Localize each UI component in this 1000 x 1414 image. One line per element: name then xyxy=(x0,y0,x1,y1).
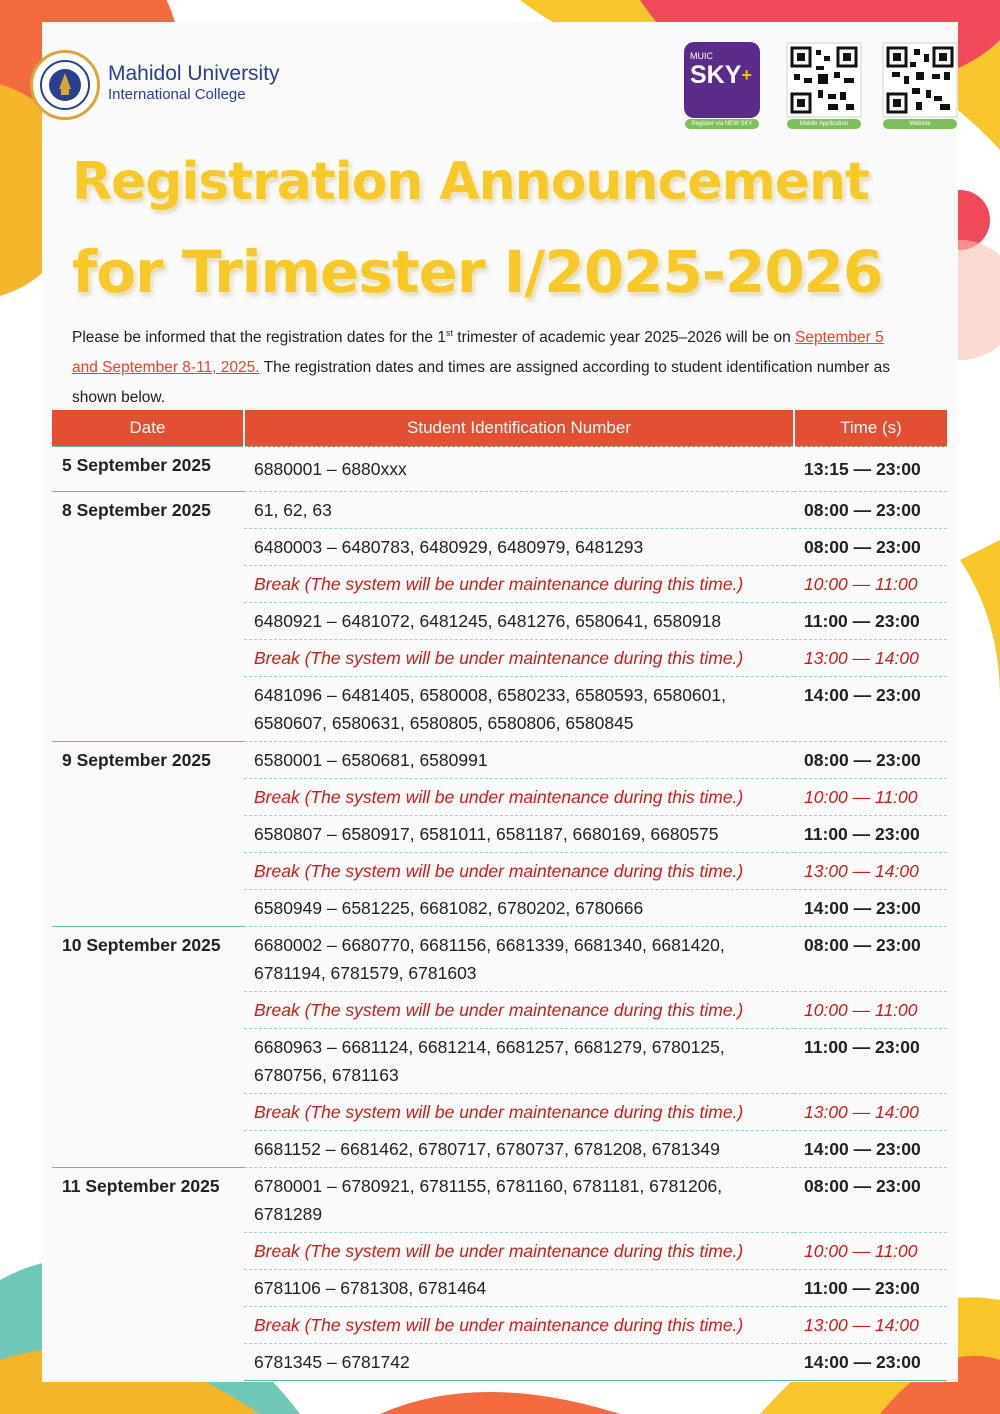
break-time-cell: 13:00 — 14:00 xyxy=(794,1094,947,1131)
time-cell: 08:00 — 23:00 xyxy=(794,927,947,992)
header-date: Date xyxy=(52,410,244,447)
break-cell: Break (The system will be under maintenance during this time.) xyxy=(244,1307,794,1344)
time-cell: 08:00 — 23:00 xyxy=(794,492,947,529)
student-id-cell: 6680002 – 6680770, 6681156, 6681339, 6681340, 6681420, 6781194, 6781579, 6781603 xyxy=(244,927,794,992)
date-cell: 11 September 2025 xyxy=(52,1168,244,1381)
page-title-line1: Registration Announcement xyxy=(72,152,869,212)
table-header-row xyxy=(52,410,947,447)
student-id-cell: 6580807 – 6580917, 6581011, 6581187, 6680169, 6680575 xyxy=(244,816,794,853)
student-id-cell: 6781106 – 6781308, 6781464 xyxy=(244,1270,794,1307)
registration-schedule-table xyxy=(52,410,947,1381)
time-cell: 14:00 — 23:00 xyxy=(794,1344,947,1381)
time-cell: 08:00 — 23:00 xyxy=(794,1168,947,1233)
time-cell: 14:00 — 23:00 xyxy=(794,890,947,927)
time-cell: 08:00 — 23:00 xyxy=(794,742,947,779)
student-id-cell: 6580949 – 6581225, 6681082, 6780202, 6780666 xyxy=(244,890,794,927)
time-cell: 11:00 — 23:00 xyxy=(794,1270,947,1307)
table-row xyxy=(52,492,947,529)
student-id-cell: 6480921 – 6481072, 6481245, 6481276, 6580641, 6580918 xyxy=(244,603,794,640)
date-cell: 9 September 2025 xyxy=(52,742,244,927)
time-cell: 13:15 — 23:00 xyxy=(794,447,947,492)
student-id-cell: 6580001 – 6580681, 6580991 xyxy=(244,742,794,779)
muic-sky-app-icon[interactable] xyxy=(684,42,760,118)
student-id-cell: 6481096 – 6481405, 6580008, 6580233, 6580593, 6580601, 6580607, 6580631, 6580805, 6580806, 6580845 xyxy=(244,677,794,742)
student-id-cell: 6680963 – 6681124, 6681214, 6681257, 6681279, 6780125, 6780756, 6781163 xyxy=(244,1029,794,1094)
header-student-id: Student Identification Number xyxy=(244,410,794,447)
break-cell: Break (The system will be under maintenance during this time.) xyxy=(244,992,794,1029)
student-id-cell: 6480003 – 6480783, 6480929, 6480979, 6481293 xyxy=(244,529,794,566)
table-row xyxy=(52,927,947,992)
time-cell: 11:00 — 23:00 xyxy=(794,603,947,640)
register-sky-label: Register via NEW SKY xyxy=(685,119,759,129)
break-cell: Break (The system will be under maintenance during this time.) xyxy=(244,1094,794,1131)
break-cell: Break (The system will be under maintenance during this time.) xyxy=(244,853,794,890)
intro-text-1: Please be informed that the registration dates for the 1 xyxy=(72,329,446,347)
college-label: International College xyxy=(108,86,246,103)
table-row xyxy=(52,447,947,492)
break-time-cell: 13:00 — 14:00 xyxy=(794,640,947,677)
website-qr-code-icon[interactable] xyxy=(882,42,958,118)
mobile-app-qr-code-icon[interactable] xyxy=(786,42,862,118)
app-small-label: MUIC xyxy=(690,51,713,61)
university-name xyxy=(108,62,280,104)
intro-text-2: trimester of academic year 2025–2026 will be on xyxy=(452,329,796,347)
intro-paragraph xyxy=(72,318,912,413)
time-cell: 14:00 — 23:00 xyxy=(794,1131,947,1168)
page-title-line2: for Trimester I/2025-2026 xyxy=(72,238,883,306)
header-time: Time (s) xyxy=(794,410,947,447)
break-time-cell: 13:00 — 14:00 xyxy=(794,853,947,890)
student-id-cell: 61, 62, 63 xyxy=(244,492,794,529)
student-id-cell: 6781345 – 6781742 xyxy=(244,1344,794,1381)
student-id-cell: 6880001 – 6880xxx xyxy=(244,447,794,492)
student-id-cell: 6780001 – 6780921, 6781155, 6781160, 6781181, 6781206, 6781289 xyxy=(244,1168,794,1233)
time-cell: 11:00 — 23:00 xyxy=(794,1029,947,1094)
break-cell: Break (The system will be under maintenance during this time.) xyxy=(244,1233,794,1270)
date-cell: 5 September 2025 xyxy=(52,447,244,492)
break-time-cell: 10:00 — 11:00 xyxy=(794,779,947,816)
table-row xyxy=(52,742,947,779)
break-cell: Break (The system will be under maintenance during this time.) xyxy=(244,566,794,603)
break-time-cell: 13:00 — 14:00 xyxy=(794,1307,947,1344)
break-time-cell: 10:00 — 11:00 xyxy=(794,566,947,603)
break-cell: Break (The system will be under maintenance during this time.) xyxy=(244,640,794,677)
website-label: Website xyxy=(883,119,957,129)
university-seal-icon xyxy=(30,50,100,120)
mobile-application-label: Mobile Application xyxy=(787,119,861,129)
date-cell: 8 September 2025 xyxy=(52,492,244,742)
time-cell: 08:00 — 23:00 xyxy=(794,529,947,566)
date-cell: 10 September 2025 xyxy=(52,927,244,1168)
intro-superscript: st xyxy=(445,328,453,338)
break-cell: Break (The system will be under maintenance during this time.) xyxy=(244,779,794,816)
time-cell: 14:00 — 23:00 xyxy=(794,677,947,742)
break-time-cell: 10:00 — 11:00 xyxy=(794,1233,947,1270)
registration-dates-highlight: September 5 and September 8-11, 2025. xyxy=(72,329,884,377)
intro-text-3: The registration dates and times are assigned according to student identification number as shown below. xyxy=(72,359,890,407)
student-id-cell: 6681152 – 6681462, 6780717, 6780737, 6781208, 6781349 xyxy=(244,1131,794,1168)
app-plus-label: + xyxy=(741,65,752,85)
app-name-label: SKY xyxy=(690,61,742,89)
break-time-cell: 10:00 — 11:00 xyxy=(794,992,947,1029)
university-label: Mahidol University xyxy=(108,62,280,85)
table-row xyxy=(52,1168,947,1233)
time-cell: 11:00 — 23:00 xyxy=(794,816,947,853)
